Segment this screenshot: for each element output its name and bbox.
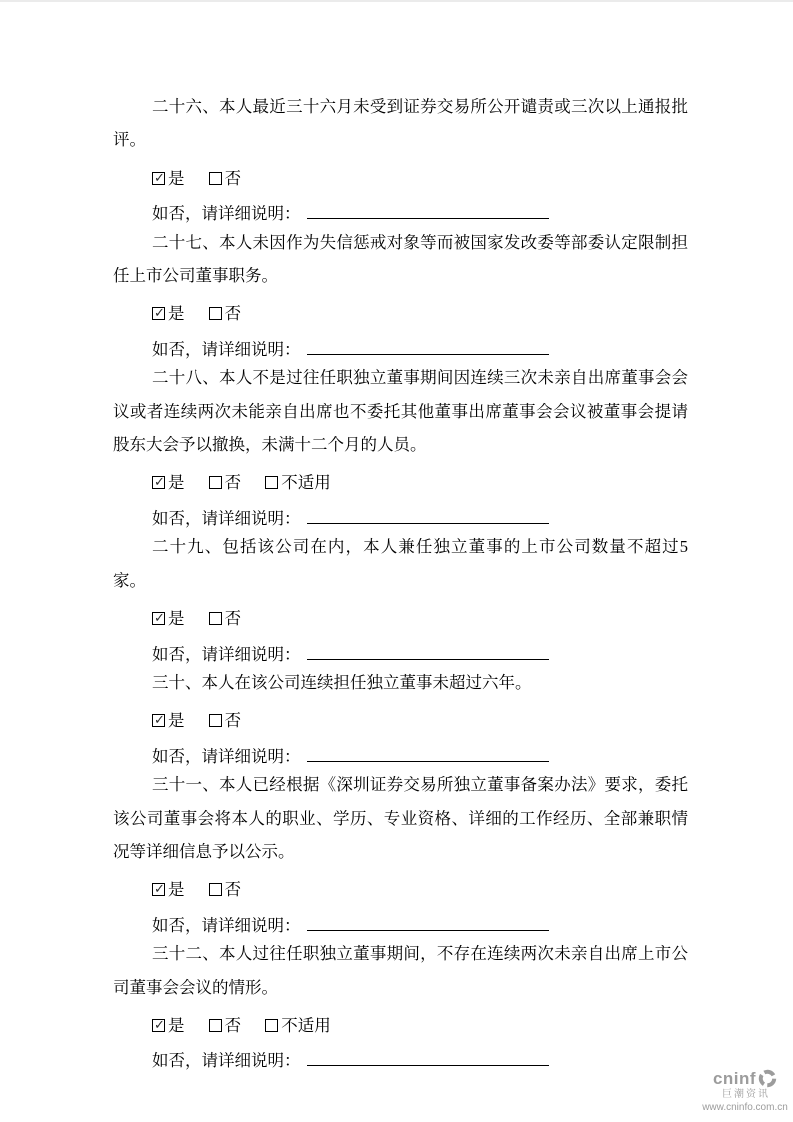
option-label: 是 bbox=[168, 880, 185, 900]
fill-in-blank-line bbox=[307, 204, 549, 219]
option-label: 不适用 bbox=[281, 1015, 331, 1035]
swirl-icon bbox=[758, 1069, 777, 1088]
statement-text: 三十二、本人过往任职独立董事期间，不存在连续两次未亲自出席上市公司董事会会议的情形。 bbox=[113, 944, 688, 997]
note-label: 如否，请详细说明： bbox=[152, 644, 301, 664]
options-row bbox=[113, 162, 688, 195]
note-label: 如否，请详细说明： bbox=[152, 508, 301, 528]
option-yes bbox=[152, 304, 185, 323]
option-label: 否 bbox=[224, 1015, 242, 1035]
option-label: 是 bbox=[168, 473, 185, 493]
fill-in-blank-line bbox=[307, 509, 549, 524]
statement-text: 三十一、本人已经根据《深圳证券交易所独立董事备案办法》要求，委托该公司董事会将本人的职业、学历、专业资格、详细的工作经历、全部兼职情况等详细信息予以公示。 bbox=[113, 775, 688, 861]
options-row bbox=[113, 602, 688, 635]
fill-in-blank-line bbox=[307, 1051, 549, 1066]
declaration-item bbox=[113, 226, 688, 367]
checkbox-checked-icon bbox=[152, 714, 165, 727]
option-label: 否 bbox=[224, 304, 242, 324]
check-mark-icon: ✓ bbox=[154, 1017, 165, 1033]
check-mark-icon: ✓ bbox=[154, 306, 165, 322]
option-no bbox=[209, 1016, 242, 1035]
checkbox-unchecked-icon bbox=[209, 476, 222, 489]
checkbox-checked-icon bbox=[152, 476, 165, 489]
option-no bbox=[209, 880, 242, 899]
options-row bbox=[113, 466, 688, 499]
checkbox-unchecked-icon bbox=[209, 307, 222, 320]
check-mark-icon: ✓ bbox=[154, 170, 165, 186]
statement-text: 二十七、本人未因作为失信惩戒对象等而被国家发改委等部委认定限制担任上市公司董事职务。 bbox=[113, 232, 688, 286]
checkbox-unchecked-icon bbox=[209, 714, 222, 727]
declaration-item bbox=[113, 937, 688, 1078]
cninfo-logo-row bbox=[701, 1069, 789, 1088]
option-label: 否 bbox=[224, 880, 242, 900]
option-label: 是 bbox=[168, 609, 185, 629]
option-label: 否 bbox=[224, 711, 242, 731]
option-yes bbox=[152, 473, 185, 492]
option-no bbox=[209, 609, 242, 628]
option-label: 是 bbox=[168, 711, 185, 731]
fill-in-blank-line bbox=[307, 747, 549, 762]
options-row bbox=[113, 873, 688, 906]
document-body bbox=[113, 90, 688, 1078]
checkbox-checked-icon bbox=[152, 172, 165, 185]
fill-in-blank-line bbox=[307, 645, 549, 660]
option-label: 否 bbox=[224, 473, 242, 493]
statement-text: 二十六、本人最近三十六月未受到证券交易所公开谴责或三次以上通报批评。 bbox=[113, 97, 688, 150]
option-not-applicable bbox=[265, 1016, 331, 1035]
checkbox-checked-icon bbox=[152, 612, 165, 625]
note-row bbox=[113, 1044, 688, 1077]
declaration-item bbox=[113, 768, 688, 942]
option-label: 是 bbox=[168, 304, 185, 324]
option-yes bbox=[152, 711, 185, 730]
note-label: 如否，请详细说明： bbox=[152, 915, 301, 935]
checkbox-checked-icon bbox=[152, 1019, 165, 1032]
statement-text: 二十九、包括该公司在内，本人兼任独立董事的上市公司数量不超过5 家。 bbox=[113, 537, 688, 590]
check-mark-icon: ✓ bbox=[154, 475, 165, 491]
statement-text: 三十、本人在该公司连续担任独立董事未超过六年。 bbox=[152, 672, 532, 692]
declaration-item bbox=[113, 90, 688, 231]
option-yes bbox=[152, 1016, 185, 1035]
options-row bbox=[113, 704, 688, 737]
checkbox-unchecked-icon bbox=[209, 172, 222, 185]
note-label: 如否，请详细说明： bbox=[152, 204, 301, 224]
fill-in-blank-line bbox=[307, 916, 549, 931]
checkbox-unchecked-icon bbox=[265, 1019, 278, 1032]
check-mark-icon: ✓ bbox=[154, 882, 165, 898]
declaration-item bbox=[113, 361, 688, 535]
option-yes bbox=[152, 880, 185, 899]
option-no bbox=[209, 473, 242, 492]
declaration-item bbox=[113, 530, 688, 671]
note-label: 如否，请详细说明： bbox=[152, 1051, 301, 1071]
option-label: 否 bbox=[224, 609, 242, 629]
options-row bbox=[113, 1009, 688, 1042]
checkbox-unchecked-icon bbox=[209, 612, 222, 625]
option-yes bbox=[152, 169, 185, 188]
check-mark-icon: ✓ bbox=[154, 611, 165, 627]
checkbox-unchecked-icon bbox=[265, 476, 278, 489]
cninfo-logo bbox=[701, 1069, 789, 1113]
option-label: 是 bbox=[168, 168, 185, 188]
page-top-edge bbox=[0, 0, 793, 2]
cninfo-brand-text: cninf bbox=[712, 1069, 757, 1088]
cninfo-url: www.cninfo.com.cn bbox=[702, 1102, 788, 1113]
checkbox-checked-icon bbox=[152, 307, 165, 320]
declaration-item bbox=[113, 666, 688, 773]
note-label: 如否，请详细说明： bbox=[152, 746, 301, 766]
statement-text: 二十八、本人不是过往任职独立董事期间因连续三次未亲自出席董事会会议或者连续两次未能亲自出席也不委托其他董事出席董事会会议被董事会提请股东大会予以撤换，未满十二个月的人员。 bbox=[113, 368, 688, 455]
option-label: 否 bbox=[224, 168, 242, 188]
cninfo-chinese-name: 巨潮资讯 bbox=[722, 1089, 770, 1100]
options-row bbox=[113, 297, 688, 330]
option-not-applicable bbox=[265, 473, 331, 492]
option-label: 是 bbox=[168, 1015, 185, 1035]
note-label: 如否，请详细说明： bbox=[152, 339, 301, 359]
fill-in-blank-line bbox=[307, 340, 549, 355]
option-no bbox=[209, 304, 242, 323]
option-label: 不适用 bbox=[281, 473, 331, 493]
option-no bbox=[209, 169, 242, 188]
option-no bbox=[209, 711, 242, 730]
check-mark-icon: ✓ bbox=[154, 713, 165, 729]
checkbox-unchecked-icon bbox=[209, 1019, 222, 1032]
option-yes bbox=[152, 609, 185, 628]
checkbox-checked-icon bbox=[152, 883, 165, 896]
checkbox-unchecked-icon bbox=[209, 883, 222, 896]
